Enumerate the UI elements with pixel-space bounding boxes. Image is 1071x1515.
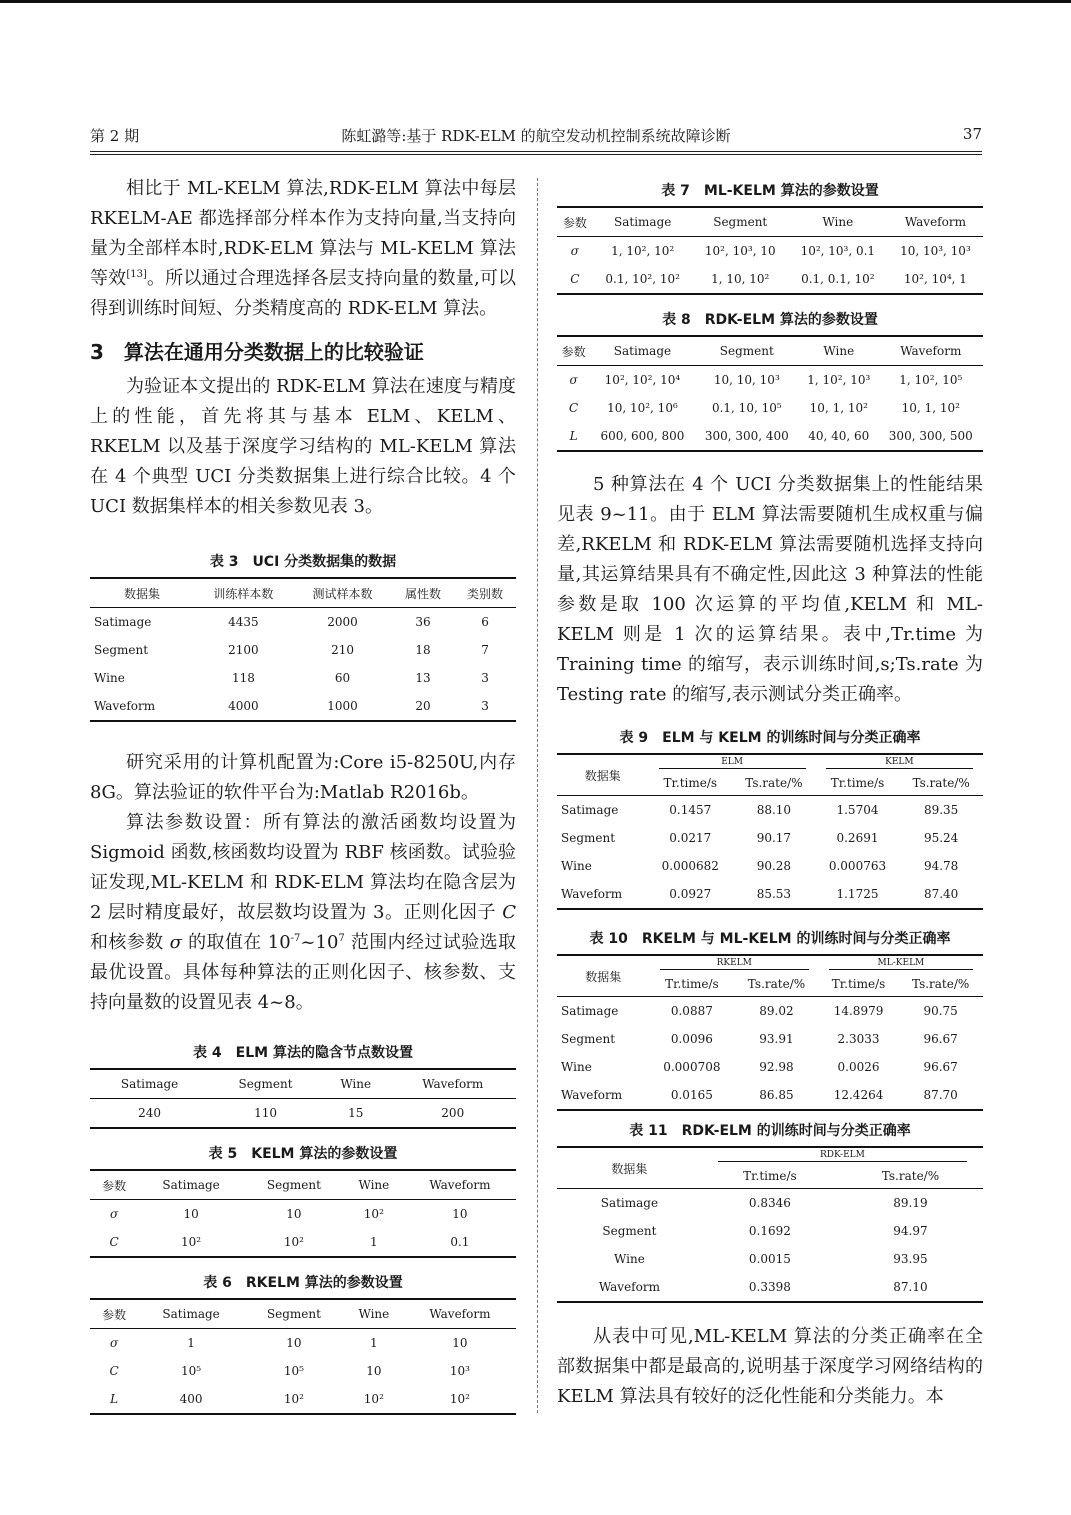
table-7-caption: 表 7 ML-KELM 算法的参数设置 xyxy=(661,183,879,199)
table-4-caption: 表 4 ELM 算法的隐含节点数设置 xyxy=(193,1045,413,1061)
table-8 xyxy=(557,309,983,452)
table-row: 240 110 15 200 xyxy=(90,1099,516,1129)
running-header xyxy=(90,125,982,147)
table-row: Segment 0.0096 93.91 2.3033 96.67 xyxy=(561,1032,958,1046)
table-3-caption: 表 3 UCI 分类数据集的数据 xyxy=(209,554,397,570)
table-row: C 10² 10² 1 0.1 xyxy=(90,1228,516,1257)
table-10-grid: 数据集 RKELM ML-KELM Tr.time/s Ts.rate/% Tr.time/s Ts.rate/% Satimage 0.0887 89.02 14.8979 90.75 Segment 0.0096 93.91 2.3033 96.67 Wine 0.000708 92.98 0.0026 96.67 Waveform 0.0165 86.85 12.4264 87.70 xyxy=(557,954,983,1111)
table-9-grid: 数据集 ELM KELM Tr.time/s Ts.rate/% Tr.time/s Ts.rate/% Satimage 0.1457 88.10 1.5704 89.35 Segment 0.0217 90.17 0.2691 95.24 Wine 0.000682 90.28 0.000763 94.78 Waveform 0.0927 85.53 1.1725 87.40 xyxy=(557,753,983,910)
table-5-grid: 参数 Satimage Segment Wine Waveform σ 10 10 10² 10 C 10² 10² 1 0.1 xyxy=(90,1169,516,1258)
left-column-3 xyxy=(90,748,516,1018)
table-row: C 10⁵ 10⁵ 10 10³ xyxy=(109,1364,470,1378)
table-9 xyxy=(557,727,983,910)
table-row: Satimage 4435 2000 36 6 xyxy=(94,615,489,629)
table-7-grid: 参数 Satimage Segment Wine Waveform σ 1, 10², 10² 10², 10³, 10 10², 10³, 0.1 10, 10³, 10³ C 0.1, 10², 10² 1, 10, 10² 0.1, 0.1, 10² 10², 10⁴, 1 xyxy=(557,206,983,295)
table-4 xyxy=(90,1042,516,1129)
table-4-grid: Satimage Segment Wine Waveform 240 110 15 200 xyxy=(90,1068,516,1129)
paragraph-1: 相比于 ML-KELM 算法,RDK-ELM 算法中每层 RKELM-AE 都选择部分样本作为支持向量,当支持向量为全部样本时,RDK-ELM 算法与 ML-KELM 算法等效[13]。所以通过合理选择各层支持向量的数量,可以得到训练时间短、分类精度高的 RDK-ELM 算法。 xyxy=(90,178,516,319)
table-3 xyxy=(90,551,516,722)
table-row: Waveform 0.3398 87.10 xyxy=(557,1273,983,1302)
table-5 xyxy=(90,1143,516,1258)
table-6-grid: 参数 Satimage Segment Wine Waveform σ 1 10 1 10 C 10⁵ 10⁵ 10 10³ L 400 10² 10² 10² xyxy=(90,1298,516,1415)
table-6 xyxy=(90,1272,516,1415)
table-row: Wine 0.0015 93.95 xyxy=(614,1252,928,1266)
table-row: Satimage 0.0887 89.02 14.8979 90.75 xyxy=(561,1004,958,1018)
table-11 xyxy=(557,1120,983,1303)
table-6-caption: 表 6 RKELM 算法的参数设置 xyxy=(203,1275,403,1291)
header-rule xyxy=(90,151,982,152)
table-11-grid: 数据集 RDK-ELM Tr.time/s Ts.rate/% Satimage 0.8346 89.19 Segment 0.1692 94.97 Wine 0.0015 93.95 Waveform 0.3398 87.10 xyxy=(557,1146,983,1303)
right-column-text-2 xyxy=(557,1322,983,1412)
table-10-caption: 表 10 RKELM 与 ML-KELM 的训练时间与分类正确率 xyxy=(589,931,951,947)
table-5-caption: 表 5 KELM 算法的参数设置 xyxy=(208,1146,398,1162)
table-8-grid: 参数 Satimage Segment Wine Waveform σ 10², 10², 10⁴ 10, 10, 10³ 1, 10², 10³ 1, 10², 10⁵ C 10, 10², 10⁶ 0.1, 10, 10⁵ 10, 1, 10² 10, 1, 10² L 600, 600, 800 300, 300, 400 40, 40, 60 300, 300, 500 xyxy=(557,335,983,452)
table-row: C 10, 10², 10⁶ 0.1, 10, 10⁵ 10, 1, 10² 10, 1, 10² xyxy=(569,401,960,415)
paragraph-2: 为验证本文提出的 RDK-ELM 算法在速度与精度上的性能，首先将其与基本 ELM、KELM、RKELM 以及基于深度学习结构的 ML-KELM 算法在 4 个典型 UCI 分类数据集上进行综合比较。4 个 UCI 数据集样本的相关参数见表 3。 xyxy=(90,376,516,517)
table-7 xyxy=(557,180,983,295)
table-10 xyxy=(557,928,983,1111)
paragraph-3: 研究采用的计算机配置为:Core i5-8250U,内存 8G。算法验证的软件平台为:Matlab R2016b。 xyxy=(90,752,516,803)
left-column-2 xyxy=(90,372,516,522)
table-row: Wine 0.000708 92.98 0.0026 96.67 xyxy=(561,1060,958,1074)
table-row: Segment 2100 210 18 7 xyxy=(94,643,489,657)
left-column xyxy=(90,174,516,324)
table-row: Segment 0.1692 94.97 xyxy=(602,1224,928,1238)
table-row: C 0.1, 10², 10² 1, 10, 10² 0.1, 0.1, 10² 10², 10⁴, 1 xyxy=(557,265,983,294)
section-3 xyxy=(90,336,516,365)
paragraph-4: 算法参数设置：所有算法的激活函数均设置为 Sigmoid 函数,核函数均设置为 RBF 核函数。试验验证发现,ML-KELM 和 RDK-ELM 算法均在隐含层为 2 层时精度最好，故层数均设置为 3。正则化因子 C 和核参数 σ 的取值在 $10^{-7}\sim 10^7$ 范围内经过试验选取最优设置。具体每种算法的正则化因子、核参数、支持向量数的设置见表 4~8。 xyxy=(90,812,516,1013)
table-row: σ 10², 10², 10⁴ 10, 10, 10³ 1, 10², 10³ 1, 10², 10⁵ xyxy=(569,373,963,387)
section-heading: 3 算法在通用分类数据上的比较验证 xyxy=(90,340,424,364)
top-border xyxy=(0,0,1071,3)
table-row: σ 10 10 10² 10 xyxy=(110,1207,468,1221)
running-title: 陈虹潞等:基于 RDK-ELM 的航空发动机控制系统故障诊断 xyxy=(341,127,731,145)
right-column-text xyxy=(557,470,983,710)
table-row: Satimage 0.8346 89.19 xyxy=(600,1196,928,1210)
table-row: Waveform 0.0927 85.53 1.1725 87.40 xyxy=(557,880,983,909)
table-8-caption: 表 8 RDK-ELM 算法的参数设置 xyxy=(662,312,878,328)
table-row: L 400 10² 10² 10² xyxy=(90,1385,516,1414)
table-row: Wine 0.000682 90.28 0.000763 94.78 xyxy=(561,859,959,873)
paragraph-5: 5 种算法在 4 个 UCI 分类数据集上的性能结果见表 9~11。由于 ELM 算法需要随机生成权重与偏差,RKELM 和 RDK-ELM 算法需要随机选择支持向量,其运算结果具有不确定性,因此这 3 种算法的性能参数是取 100 次运算的平均值,KELM 和 ML-KELM 则是 1 次的运算结果。表中,Tr.time 为 Training time 的缩写，表示训练时间,s;Ts.rate 为 Testing rate 的缩写,表示测试分类正确率。 xyxy=(557,474,983,705)
column-divider xyxy=(537,178,538,1413)
table-row: Satimage 0.1457 88.10 1.5704 89.35 xyxy=(561,803,959,817)
table-row: L 600, 600, 800 300, 300, 400 40, 40, 60 300, 300, 500 xyxy=(557,422,983,451)
table-row: σ 1, 10², 10² 10², 10³, 10 10², 10³, 0.1 10, 10³, 10³ xyxy=(570,244,971,258)
header-rule-2 xyxy=(90,154,982,155)
table-row: Segment 0.0217 90.17 0.2691 95.24 xyxy=(561,831,959,845)
table-3-grid: 数据集 训练样本数 测试样本数 属性数 类别数 Satimage 4435 2000 36 6 Segment 2100 210 18 7 Wine 118 60 13 3 Waveform 4000 1000 20 3 xyxy=(90,577,516,722)
issue-number: 第 2 期 xyxy=(90,127,140,145)
table-9-caption: 表 9 ELM 与 KELM 的训练时间与分类正确率 xyxy=(619,730,921,746)
table-11-caption: 表 11 RDK-ELM 的训练时间与分类正确率 xyxy=(629,1123,911,1139)
table-row: Waveform 0.0165 86.85 12.4264 87.70 xyxy=(557,1081,983,1110)
paragraph-6: 从表中可见,ML-KELM 算法的分类正确率在全部数据集中都是最高的,说明基于深度学习网络结构的 KELM 算法具有较好的泛化性能和分类能力。本 xyxy=(557,1326,983,1407)
page-number: 37 xyxy=(962,125,982,143)
table-row: Waveform 4000 1000 20 3 xyxy=(90,692,516,721)
table-row: Wine 118 60 13 3 xyxy=(94,671,489,685)
table-row: σ 1 10 1 10 xyxy=(110,1336,468,1350)
